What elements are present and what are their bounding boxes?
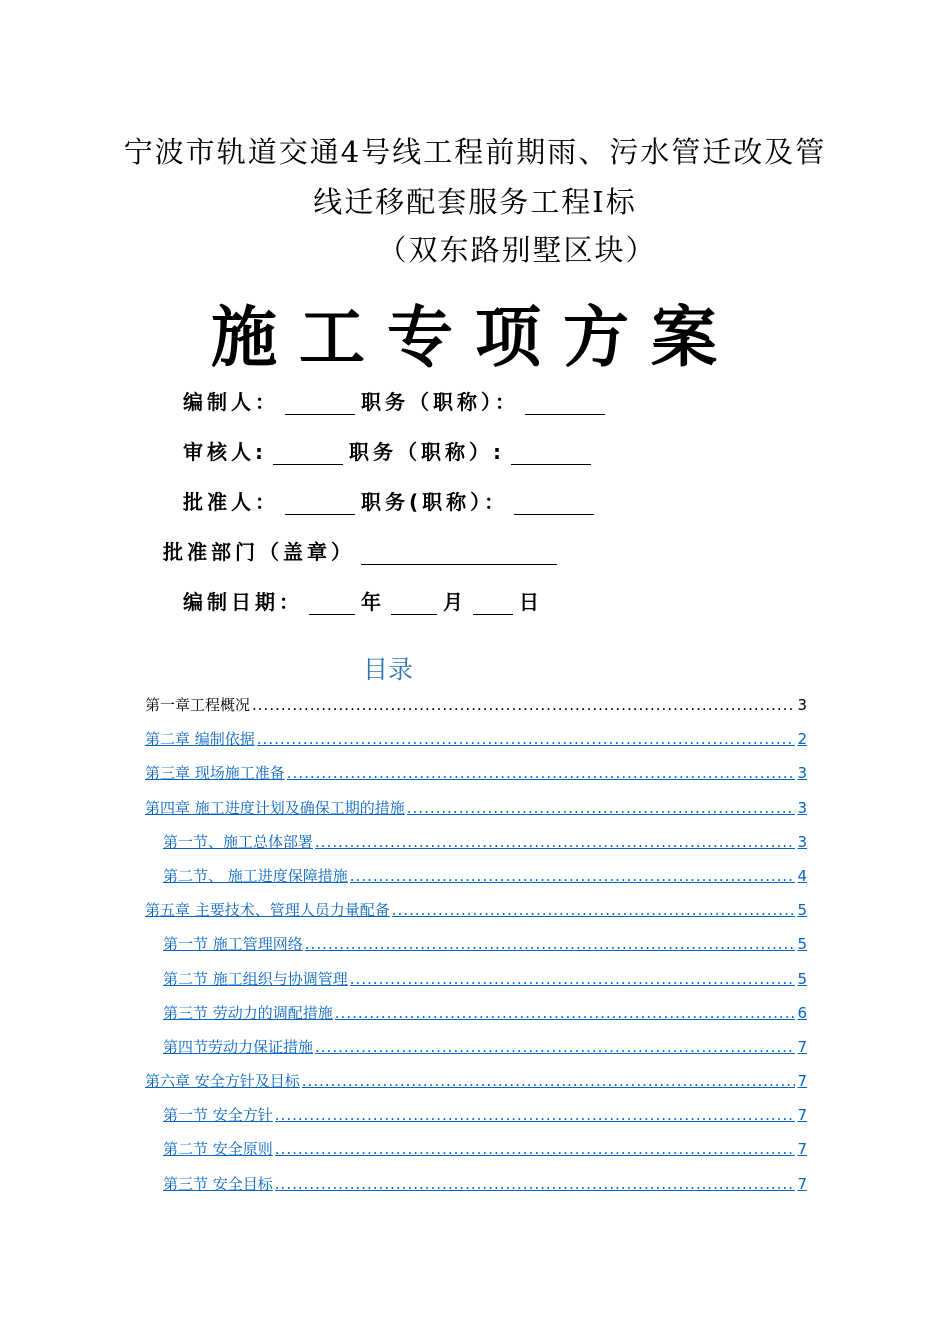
toc-entry[interactable]: [145, 831, 807, 865]
toc-entry-text: 第四章 施工进度计划及确保工期的措施: [145, 798, 405, 817]
toc-entry[interactable]: [145, 1036, 807, 1070]
date-label: 编制日期：: [183, 590, 303, 614]
toc-entry-text: 第一节 安全方针: [163, 1106, 273, 1125]
toc-entry-page: 3: [797, 798, 807, 817]
approver-blank: [285, 494, 355, 515]
day-blank: [473, 594, 513, 615]
toc-entry[interactable]: [145, 1173, 807, 1207]
toc-entry-text: 第五章 主要技术、管理人员力量配备: [145, 901, 390, 920]
toc-leader-dots: [392, 901, 796, 919]
department-stamp-blank: [361, 544, 557, 565]
table-of-contents: [145, 694, 807, 1207]
toc-entry[interactable]: [145, 1070, 807, 1104]
toc-entry-page: 7: [797, 1106, 807, 1125]
toc-entry-page: 2: [797, 730, 807, 749]
toc-entry-text: 第二章 编制依据: [145, 730, 255, 749]
toc-entry-page: 5: [797, 969, 807, 988]
compiler-label: 编制人：: [183, 390, 279, 414]
toc-entry-text: 第二节、 施工进度保障措施: [163, 866, 348, 885]
toc-entry-page: 3: [797, 696, 807, 714]
toc-entry-text: 第二节 安全原则: [163, 1140, 273, 1159]
toc-leader-dots: [275, 1140, 796, 1158]
toc-leader-dots: [315, 833, 795, 851]
project-title-line-1: 宁波市轨道交通4号线工程前期雨、污水管迁改及管: [123, 135, 827, 169]
reviewer-blank: [273, 444, 343, 465]
toc-entry[interactable]: [145, 1104, 807, 1138]
document-main-title: 施工专项方案: [211, 299, 739, 376]
toc-leader-dots: [287, 764, 796, 782]
toc-entry-page: 4: [797, 866, 807, 885]
toc-leader-dots: [252, 696, 795, 714]
department-row: [163, 536, 563, 565]
toc-leader-dots: [302, 1072, 796, 1090]
toc-entry[interactable]: [145, 762, 807, 796]
toc-leader-dots: [407, 799, 796, 817]
toc-entry-text: 第二节 施工组织与协调管理: [163, 969, 348, 988]
project-title-line-2: 线迁移配套服务工程I标: [313, 185, 637, 219]
year-label: 年: [361, 590, 385, 614]
toc-heading: 目录: [362, 655, 413, 684]
toc-entry-text: 第三节 安全目标: [163, 1174, 273, 1193]
approver-label: 批准人：: [183, 490, 279, 514]
year-blank: [309, 594, 355, 615]
approver-position-label: 职务(职称）：: [361, 490, 509, 514]
toc-entry-text: 第三节 劳动力的调配措施: [163, 1003, 333, 1022]
toc-leader-dots: [335, 1004, 796, 1022]
toc-leader-dots: [350, 970, 796, 988]
toc-entry-page: 5: [797, 935, 807, 954]
compiler-blank: [285, 394, 355, 415]
toc-entry[interactable]: [145, 1138, 807, 1172]
approver-row: [183, 486, 600, 515]
toc-leader-dots: [350, 867, 796, 885]
project-subtitle: （双东路别墅区块）: [377, 233, 657, 267]
toc-entry: [145, 694, 807, 728]
toc-entry[interactable]: [145, 797, 807, 831]
approver-position-blank: [514, 494, 594, 515]
toc-leader-dots: [275, 1106, 796, 1124]
month-label: 月: [443, 590, 467, 614]
toc-entry-text: 第六章 安全方针及目标: [145, 1072, 300, 1091]
toc-entry-text: 第一节 施工管理网络: [163, 935, 303, 954]
toc-entry-page: 7: [797, 1037, 807, 1056]
toc-leader-dots: [257, 730, 796, 748]
department-label: 批准部门（盖章）: [163, 540, 355, 564]
toc-entry-text: 第一章工程概况: [145, 696, 251, 714]
toc-entry-page: 7: [797, 1174, 807, 1193]
toc-entry-page: 6: [797, 1003, 807, 1022]
compiler-row: [183, 386, 611, 415]
reviewer-position-label: 职务（职称）:: [349, 440, 505, 464]
compiler-position-label: 职务（职称）：: [361, 390, 519, 414]
toc-leader-dots: [275, 1175, 796, 1193]
compiler-position-blank: [525, 394, 605, 415]
toc-entry-text: 第一节、施工总体部署: [163, 832, 314, 851]
toc-entry[interactable]: [145, 1002, 807, 1036]
toc-entry[interactable]: [145, 865, 807, 899]
toc-entry-page: 3: [797, 764, 807, 783]
toc-entry[interactable]: [145, 968, 807, 1002]
reviewer-label: 审核人:: [183, 440, 267, 464]
toc-entry-text: 第三章 现场施工准备: [145, 764, 285, 783]
toc-entry-page: 3: [797, 832, 807, 851]
reviewer-position-blank: [511, 444, 591, 465]
reviewer-row: [183, 436, 597, 465]
toc-entry[interactable]: [145, 728, 807, 762]
month-blank: [391, 594, 437, 615]
toc-entry-text: 第四节劳动力保证措施: [163, 1037, 314, 1056]
date-row: [183, 586, 543, 615]
toc-entry[interactable]: [145, 899, 807, 933]
day-label: 日: [519, 590, 543, 614]
toc-entry-page: 5: [797, 901, 807, 920]
toc-leader-dots: [315, 1038, 795, 1056]
toc-entry-page: 7: [797, 1072, 807, 1091]
toc-entry[interactable]: [145, 933, 807, 967]
toc-leader-dots: [305, 935, 796, 953]
toc-entry-page: 7: [797, 1140, 807, 1159]
